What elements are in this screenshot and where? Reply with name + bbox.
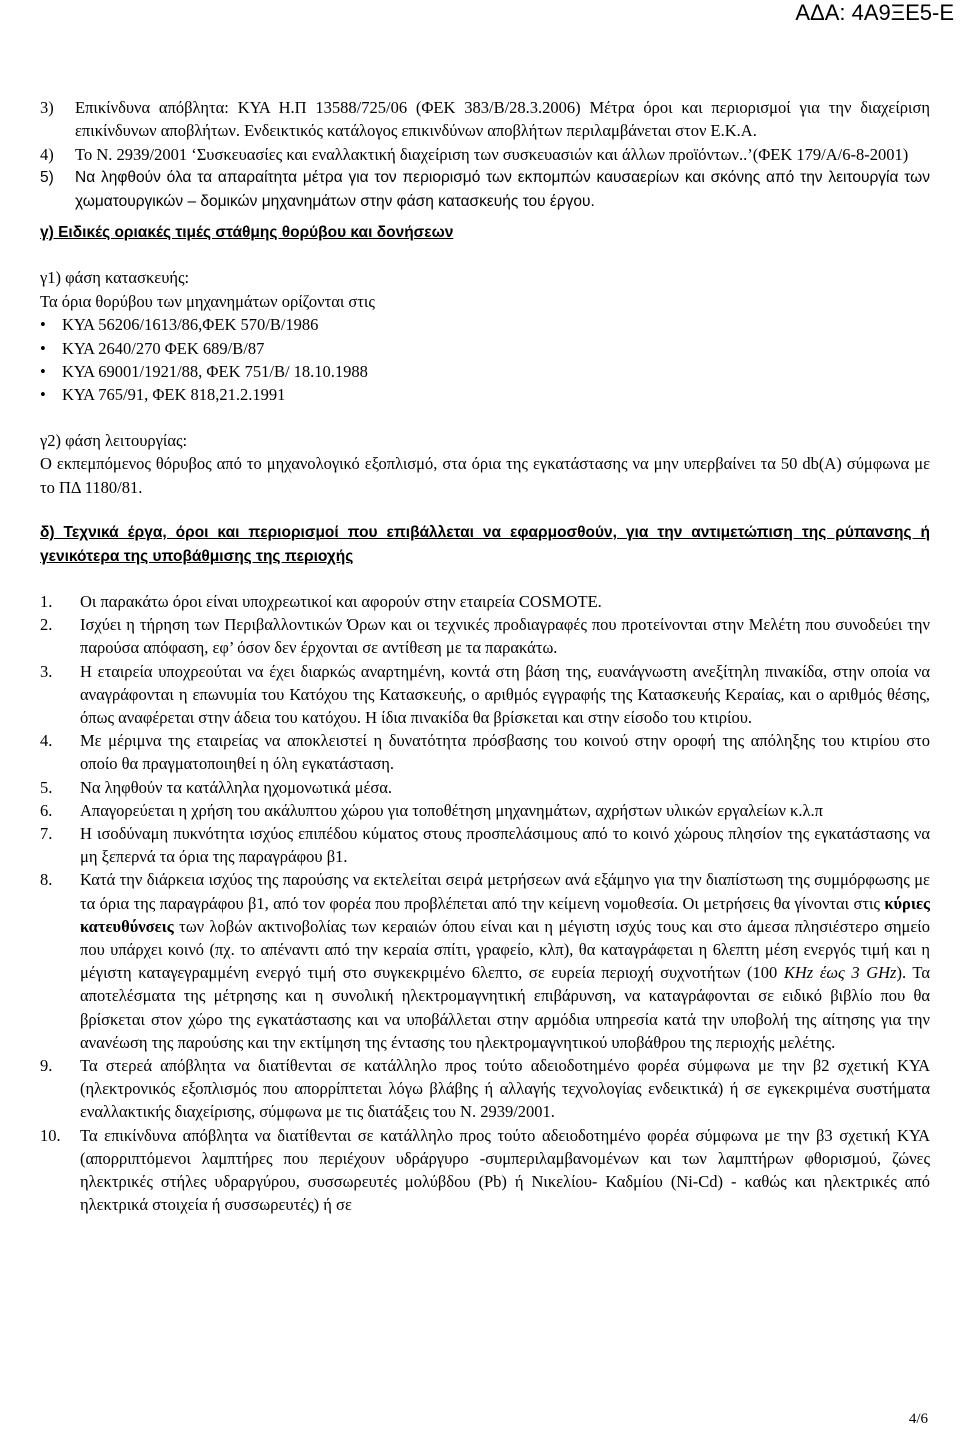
bullet-icon: • [40,362,46,382]
item-text: Απαγορεύεται η χρήση του ακάλυπτου χώρου για τοποθέτηση μηχανημάτων, αχρήστων υλικών εργαλείων κ.λ.π [80,800,823,820]
item-number: 3. [40,661,53,681]
item-text: Το Ν. 2939/2001 ‘Συσκευασίες και εναλλακτική διαχείριση των συσκευασιών και άλλων προϊόντων..’(ΦΕΚ 179/Α/6-8-2001) [75,144,909,164]
g2-title: γ2) φάση λειτουργίας: [40,430,188,450]
item-text: Επικίνδυνα απόβλητα: ΚΥΑ Η.Π 13588/725/06 (ΦΕΚ 383/Β/28.3.2006) Μέτρα όροι και περιορισμοί για την διαχείριση επικίνδυνων αποβλήτων. Ενδεικτικός κατάλογος επικινδύνων αποβλήτων περιλαμβάνεται στον Ε.Κ.Α. [75,98,930,141]
item-number: 6. [40,800,53,820]
item-number: 10. [40,1125,61,1145]
item-number: 2. [40,615,53,635]
item-number: 5. [40,777,53,797]
item-number: 5) [40,169,54,187]
list-item [40,143,930,166]
g1-intro: Τα όρια θορύβου των μηχανημάτων ορίζονται στις [40,291,375,311]
item-text: ΚΥΑ 2640/270 ΦΕΚ 689/Β/87 [62,338,265,358]
list-item [40,313,930,336]
list-item [40,1054,930,1124]
item-text: ΚΥΑ 69001/1921/88, ΦΕΚ 751/Β/ 18.10.1988 [62,362,368,382]
list-item [40,1124,930,1217]
list-item [40,729,930,775]
section-delta-heading: δ) Τεχνικά έργα, όροι και περιορισμοί που επιβάλλεται να εφαρμοσθούν, για την αντιμετώπιση της ρύπανσης ή γενικότερα της υποβάθμισης της περιοχής [40,524,930,565]
list-item [40,613,930,659]
list-item [40,96,930,143]
item-number: 9. [40,1055,53,1075]
item-text-bold: κύριες κατευθύνσεις [80,893,930,936]
list-item [40,868,930,1054]
item-text: Οι παρακάτω όροι είναι υποχρεωτικοί και αφορούν στην εταιρεία COSMOTE. [80,591,602,611]
top-list [40,96,930,213]
item-text: Να ληφθούν όλα τα απαραίτητα μέτρα για τον περιορισμό των εκπομπών καυσαερίων και σκόνης από την λειτουργία των χωματουργικών – δομικών μηχανημάτων στην φάση κατασκευής του έργου. [75,169,930,210]
g1-list [40,313,930,407]
ada-code: ΑΔΑ: 4Α9ΞΕ5-Ε [795,0,954,25]
item-text: Η εταιρεία υποχρεούται να έχει διαρκώς αναρτημένη, κοντά στη βάση της, ευανάγνωστη ανεξίτηλη πινακίδα, στην οποία να αναγράφονται η επωνυμία του Κατόχου της Κατασκευής, ο αριθμός εγγραφής της Κατασκευής Κεραίας, και ο αριθμός θέσης, όπως αναφέρεται στην άδεια του κατόχου. Η ίδια πινακίδα θα βρίσκεται και στην είσοδο του κτιρίου. [80,661,930,727]
item-number: 7. [40,823,53,843]
bullet-icon: • [40,315,46,335]
item-number: 8. [40,870,53,890]
item-text-c: ). Τα αποτελέσματα της μέτρησης και η συνολική ηλεκτρομαγνητική επιβάρυνση, να καταγράφονται σε ειδικό βιβλίο που θα βρίσκεται στον χώρο της εγκατάστασης και να υποβάλλεται στην αρμόδια υπηρεσία κατά την υποβολή της αίτησης για την ανανέωση της παρούσης και την εκτίμηση της έντασης του ηλεκτρομαγνητικού υποβάθρου της περιοχής μελέτης. [80,963,930,1052]
page-number: 4/6 [908,1411,928,1427]
item-text: ΚΥΑ 765/91, ΦΕΚ 818,21.2.1991 [62,385,286,405]
item-text-b: των λοβών ακτινοβολίας των κεραιών όπου είναι και η μέγιστη ισχύς τους και στο άμεσα πλησιέστερο σημείο που υπάρχει κοινό (πχ. το απέναντι από την κεραία σπίτι, γραφείο, κλπ), θα καταγράφεται η 6λεπτη μέση ενεργός τιμή και η μέγιστη καταγεγραμμένη ενεργό τιμή στο συγκεκριμένο 6λεπτο, σε ευρεία περιοχή συχνοτήτων (100 [80,916,930,983]
item-text: Με μέριμνα της εταιρείας να αποκλειστεί η δυνατότητα πρόσβασης του κοινού στην οροφή της απόληξης του κτιρίου στο οποίο θα πραγματοποιηθεί η όλη εγκατάσταση. [80,731,930,774]
list-item [40,822,930,868]
delta-list [40,590,930,1216]
item-text: ΚΥΑ 56206/1613/86,ΦΕΚ 570/Β/1986 [62,315,319,335]
list-item [40,799,930,822]
item-number: 4. [40,731,53,751]
item-text: Να ληφθούν τα κατάλληλα ηχομονωτικά μέσα. [80,777,393,797]
bullet-icon: • [40,338,46,358]
g1-title: γ1) φάση κατασκευής: [40,268,190,288]
list-item [40,360,930,383]
item-text: Η ισοδύναμη πυκνότητα ισχύος επιπέδου κύματος στους προσπελάσιμους από το κοινό χώρους πλησίον της εγκατάστασης να μη ξεπερνά τα όρια της παραγράφου β1. [80,823,930,867]
item-text: Τα επικίνδυνα απόβλητα να διατίθενται σε κατάλληλο προς τούτο αδειοδοτημένο φορέα σύμφωνα με την β3 σχετική ΚΥΑ (απορριπτόμενοι λαμπτήρες που περιέχουν υδράργυρο -συμπεριλαμβανομένων και των λαμπτήρων φθορισμού, ζώνες ηλεκτρικές στήλες υδραργύρου, συσσωρευτές μολύβδου (Pb) ή Νικελίου- Καδμίου (Ni-Cd) - καθώς και ηλεκτρικές από ηλεκτρικά στοιχεία ή συσσωρευτές) ή σε [80,1125,930,1215]
item-text-italic: KHz έως 3 GHz [783,963,897,983]
list-item [40,776,930,799]
bullet-icon: • [40,385,46,405]
item-text-a: Κατά την διάρκεια ισχύος της παρούσης να εκτελείται σειρά μετρήσεων ανά εξάμηνο για την διαπίστωση της συμμόρφωσης με τα όρια της παραγράφου β1, από τον φορέα που προβλέπεται από την κείμενη νομοθεσία. Οι μετρήσεις θα γίνονται στις [80,870,930,913]
list-item [40,590,930,613]
list-item [40,337,930,360]
document-page [40,96,930,1216]
item-text: Τα στερεά απόβλητα να διατίθενται σε κατάλληλο προς τούτο αδειοδοτημένο φορέα σύμφωνα με την β2 σχετική ΚΥΑ (ηλεκτρονικός εξοπλισμός που απορρίπτεται λόγω βλάβης ή αλλαγής τεχνολογίας ενδεικτικά) ή σε εγκεκριμένα συστήματα εναλλακτικής διαχείρισης, σύμφωνα με τις διατάξεις του Ν. 2939/2001. [80,1055,930,1122]
section-gamma-heading: γ) Ειδικές οριακές τιμές στάθμης θορύβου και δονήσεων [40,224,454,242]
list-item [40,383,930,406]
item-number: 1. [40,591,53,611]
item-number: 4) [40,144,54,164]
list-item [40,166,930,213]
item-number: 3) [40,98,54,117]
g2-text: Ο εκπεμπόμενος θόρυβος από το μηχανολογικό εξοπλισμό, στα όρια της εγκατάστασης να μην υπερβαίνει τα 50 db(A) σύμφωνα με το ΠΔ 1180/81. [40,454,930,497]
list-item [40,660,930,730]
item-text: Ισχύει η τήρηση των Περιβαλλοντικών Όρων και οι τεχνικές προδιαγραφές που προτείνονται στην Μελέτη που συνοδεύει την παρούσα απόφαση, εφ’ όσον δεν έρχονται σε αντίθεση με τα παρακάτω. [80,615,930,658]
